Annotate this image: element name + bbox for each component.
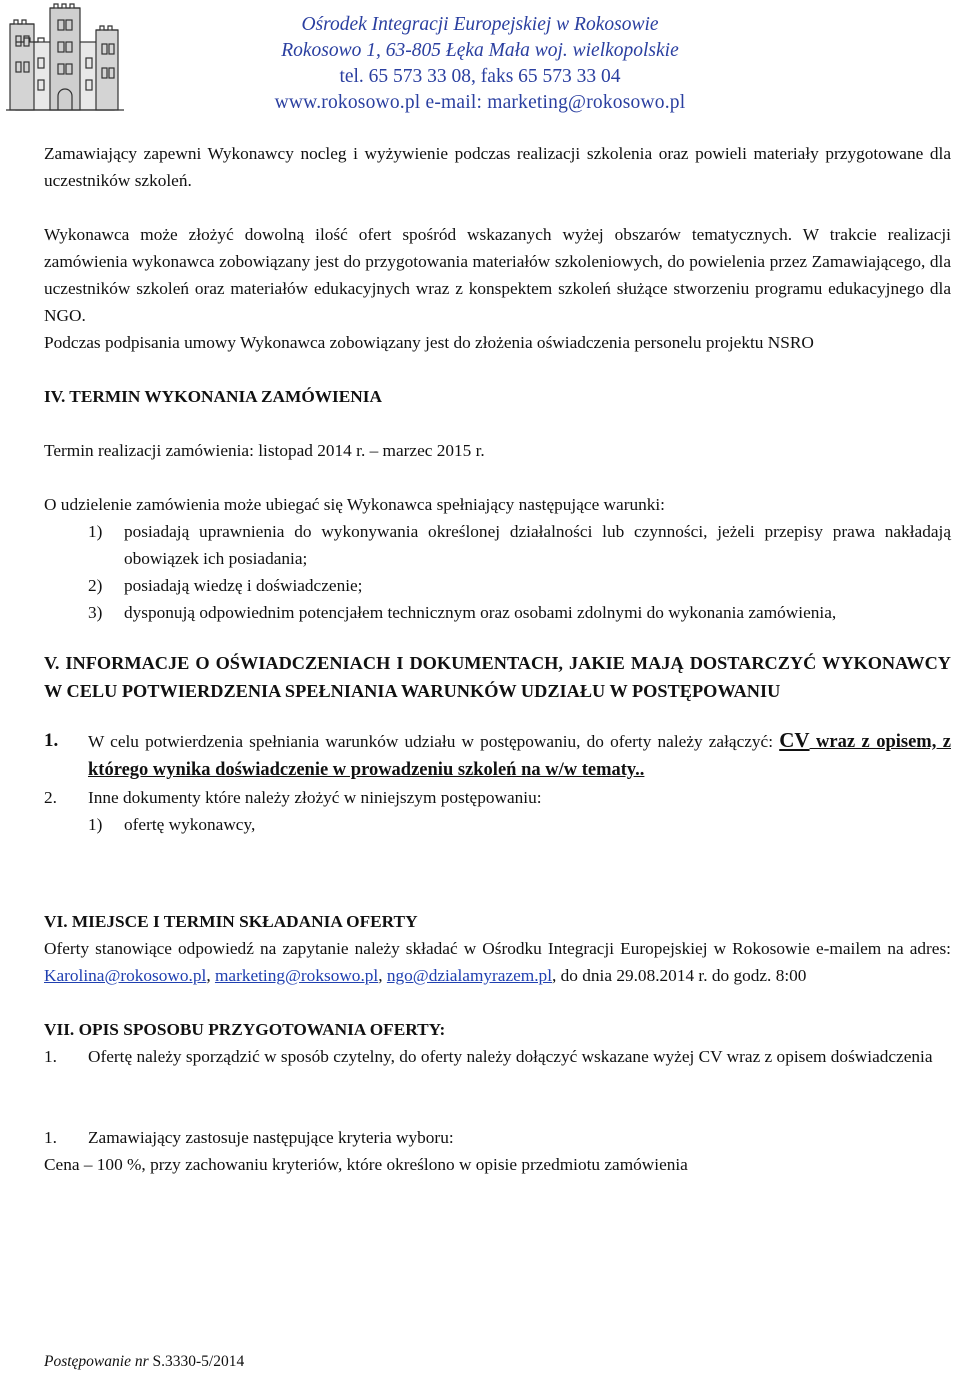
list-item-number: 2) bbox=[88, 576, 103, 595]
org-phone: tel. 65 573 33 08, faks 65 573 33 04 bbox=[339, 66, 621, 87]
section-v-heading: V. INFORMACJE O OŚWIADCZENIACH I DOKUMENTACH, JAKIE MAJĄ DOSTARCZYĆ WYKONAWCY W CELU POTWIERDZENIA SPEŁNIANIA WARUNKÓW UDZIAŁU W POSTĘPOWANIU bbox=[44, 653, 951, 701]
item-number: 1. bbox=[44, 1047, 57, 1066]
list-item-text: posiadają wiedzę i doświadczenie; bbox=[124, 576, 363, 595]
list-item bbox=[44, 572, 951, 599]
paragraph-submission bbox=[44, 935, 951, 989]
org-address: Rokosowo 1, 63-805 Łęka Mała woj. wielkopolskie bbox=[281, 40, 679, 61]
footer-label: Postępowanie nr bbox=[44, 1353, 149, 1370]
letterhead bbox=[0, 0, 960, 118]
submission-deadline: , do dnia 29.08.2014 r. do godz. 8:00 bbox=[552, 966, 807, 985]
item-number: 1. bbox=[44, 1128, 57, 1147]
item-number: 1. bbox=[44, 730, 59, 751]
section-iv-heading: IV. TERMIN WYKONANIA ZAMÓWIENIA bbox=[44, 387, 382, 406]
list-item bbox=[44, 518, 951, 572]
paragraph-conditions-intro: O udzielenie zamówienia może ubiegać się Wykonawca spełniający następujące warunki: bbox=[44, 495, 665, 514]
footer-case-number bbox=[44, 1353, 244, 1371]
document-body bbox=[44, 140, 951, 1178]
list-item-text: ofertę wykonawcy, bbox=[124, 815, 256, 834]
item-text: Inne dokumenty które należy złożyć w niniejszym postępowaniu: bbox=[88, 788, 542, 807]
separator: , bbox=[206, 966, 215, 985]
cv-requirement-text: W celu potwierdzenia spełniania warunków udziału w postępowaniu, do oferty należy załączyć: bbox=[88, 732, 780, 751]
section-vii-heading: VII. OPIS SPOSOBU PRZYGOTOWANIA OFERTY: bbox=[44, 1020, 446, 1039]
section-v-item-1 bbox=[44, 727, 951, 784]
list-item-number: 3) bbox=[88, 603, 103, 622]
letterhead-text bbox=[200, 12, 760, 116]
item-number: 2. bbox=[44, 788, 57, 807]
criteria-item bbox=[44, 1124, 951, 1151]
list-item bbox=[44, 599, 951, 626]
paragraph-offers: Wykonawca może złożyć dowolną ilość ofert spośród wskazanych wyżej obszarów tematycznych. W trakcie realizacji zamówienia wykonawca zobowiązany jest do przygotowania materiałów szkoleniowych, do powielenia przez Zamawiającego, dla uczestników szkoleń oraz materiałów edukacyjnych wraz z konspektem szkoleń służące stworzeniu programu edukacyjnego dla NGO. bbox=[44, 225, 951, 325]
section-vii-item-1 bbox=[44, 1043, 951, 1070]
cv-description: wraz z opisem, z którego wynika doświadczenie w prowadzeniu szkoleń na w/w tematy.. bbox=[88, 732, 951, 780]
criteria-price-line: Cena – 100 %, przy zachowaniu kryteriów, które określono w opisie przedmiotu zamówienia bbox=[44, 1155, 688, 1174]
item-text: Ofertę należy sporządzić w sposób czytelny, do oferty należy dołączyć wskazane wyżej CV wraz z opisem doświadczenia bbox=[88, 1047, 933, 1066]
paragraph-catering: Zamawiający zapewni Wykonawcy nocleg i wyżywienie podczas realizacji szkolenia oraz powieli materiały przygotowane dla uczestników szkoleń. bbox=[44, 144, 951, 190]
item-text: Zamawiający zastosuje następujące kryteria wyboru: bbox=[88, 1128, 454, 1147]
separator: , bbox=[378, 966, 387, 985]
item-text bbox=[88, 727, 951, 784]
submission-text: Oferty stanowiące odpowiedź na zapytanie należy składać w Ośrodku Integracji Europejskiej w Rokosowie e-mailem na adres: bbox=[44, 939, 951, 958]
email-link-karolina[interactable]: Karolina@rokosowo.pl bbox=[44, 966, 207, 985]
org-web-email: www.rokosowo.pl e-mail: marketing@rokosowo.pl bbox=[274, 92, 686, 113]
org-name: Ośrodek Integracji Europejskiej w Rokosowie bbox=[301, 14, 659, 35]
castle-logo bbox=[6, 2, 124, 114]
section-vi-heading: VI. MIEJSCE I TERMIN SKŁADANIA OFERTY bbox=[44, 912, 418, 931]
list-item-number: 1) bbox=[88, 522, 103, 541]
list-item bbox=[44, 811, 951, 838]
email-link-ngo[interactable]: ngo@dzialamyrazem.pl bbox=[386, 966, 553, 985]
paragraph-nsro: Podczas podpisania umowy Wykonawca zobowiązany jest do złożenia oświadczenia personelu projektu NSRO bbox=[44, 333, 814, 352]
footer-number: S.3330-5/2014 bbox=[148, 1353, 245, 1370]
cv-label: CV bbox=[779, 728, 810, 752]
paragraph-deadline: Termin realizacji zamówienia: listopad 2014 r. – marzec 2015 r. bbox=[44, 441, 485, 460]
list-item-number: 1) bbox=[88, 815, 103, 834]
list-item-text: posiadają uprawnienia do wykonywania określonej działalności lub czynności, jeżeli przepisy prawa nakładają obowiązek ich posiadania; bbox=[124, 522, 951, 568]
section-v-item-2 bbox=[44, 784, 951, 811]
email-link-marketing[interactable]: marketing@roksowo.pl bbox=[214, 966, 379, 985]
list-item-text: dysponują odpowiednim potencjałem technicznym oraz osobami zdolnymi do wykonania zamówienia, bbox=[124, 603, 837, 622]
